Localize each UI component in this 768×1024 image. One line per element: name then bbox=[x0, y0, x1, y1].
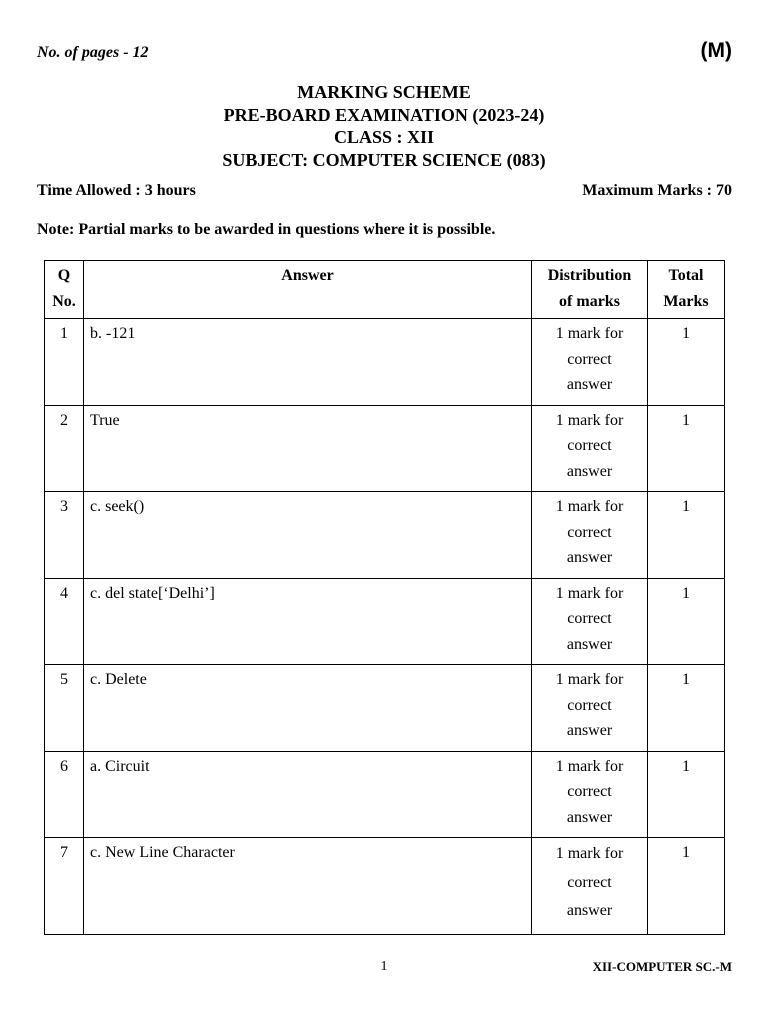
title-line-subject: SUBJECT: COMPUTER SCIENCE (083) bbox=[222, 149, 546, 170]
header-distribution: Distribution of marks bbox=[532, 261, 648, 319]
row-distribution: 1 mark for correct answer bbox=[532, 838, 648, 935]
row-total: 1 bbox=[648, 665, 725, 752]
row-qno: 2 bbox=[45, 405, 84, 492]
row-answer: c. Delete bbox=[84, 665, 532, 752]
row-qno: 3 bbox=[45, 492, 84, 579]
pages-count: No. of pages - 12 bbox=[37, 44, 149, 61]
row-distribution: 1 mark for correct answer bbox=[532, 405, 648, 492]
table-row bbox=[45, 751, 725, 838]
row-total: 1 bbox=[648, 838, 725, 935]
marking-table bbox=[44, 260, 725, 935]
row-total: 1 bbox=[648, 319, 725, 406]
table-row bbox=[45, 838, 725, 935]
row-qno: 1 bbox=[45, 319, 84, 406]
title-block bbox=[0, 81, 768, 171]
row-distribution: 1 mark for correct answer bbox=[532, 665, 648, 752]
row-answer: c. del state[‘Delhi’] bbox=[84, 578, 532, 665]
row-total: 1 bbox=[648, 578, 725, 665]
note: Note: Partial marks to be awarded in questions where it is possible. bbox=[37, 221, 496, 238]
footer-page-number: 1 bbox=[380, 959, 388, 974]
row-qno: 5 bbox=[45, 665, 84, 752]
header-total: Total Marks bbox=[648, 261, 725, 319]
row-qno: 4 bbox=[45, 578, 84, 665]
title-line-class: CLASS : XII bbox=[333, 127, 435, 147]
row-answer: c. seek() bbox=[84, 492, 532, 579]
row-distribution: 1 mark for correct answer bbox=[532, 751, 648, 838]
row-answer: True bbox=[84, 405, 532, 492]
row-answer: a. Circuit bbox=[84, 751, 532, 838]
row-total: 1 bbox=[648, 751, 725, 838]
row-qno: 7 bbox=[45, 838, 84, 935]
row-total: 1 bbox=[648, 405, 725, 492]
row-distribution: 1 mark for correct answer bbox=[532, 492, 648, 579]
table-row bbox=[45, 578, 725, 665]
row-distribution: 1 mark for correct answer bbox=[532, 578, 648, 665]
row-total: 1 bbox=[648, 492, 725, 579]
table-row bbox=[45, 405, 725, 492]
table-row bbox=[45, 492, 725, 579]
maximum-marks: Maximum Marks : 70 bbox=[582, 182, 732, 199]
footer-code: XII-COMPUTER SC.-M bbox=[592, 959, 732, 974]
row-distribution: 1 mark for correct answer bbox=[532, 319, 648, 406]
title-line-exam: PRE-BOARD EXAMINATION (2023-24) bbox=[223, 104, 545, 125]
row-answer: c. New Line Character bbox=[84, 838, 532, 935]
header-answer: Answer bbox=[84, 261, 532, 319]
time-allowed: Time Allowed : 3 hours bbox=[37, 182, 196, 199]
row-answer: b. -121 bbox=[84, 319, 532, 406]
title-line-scheme: MARKING SCHEME bbox=[297, 82, 471, 102]
table-header-row bbox=[45, 261, 725, 319]
header-qno: Q No. bbox=[45, 261, 84, 319]
meta-row bbox=[37, 182, 732, 200]
table-row bbox=[45, 665, 725, 752]
row-qno: 6 bbox=[45, 751, 84, 838]
version-mark: (M) bbox=[700, 39, 732, 62]
table-row bbox=[45, 319, 725, 406]
